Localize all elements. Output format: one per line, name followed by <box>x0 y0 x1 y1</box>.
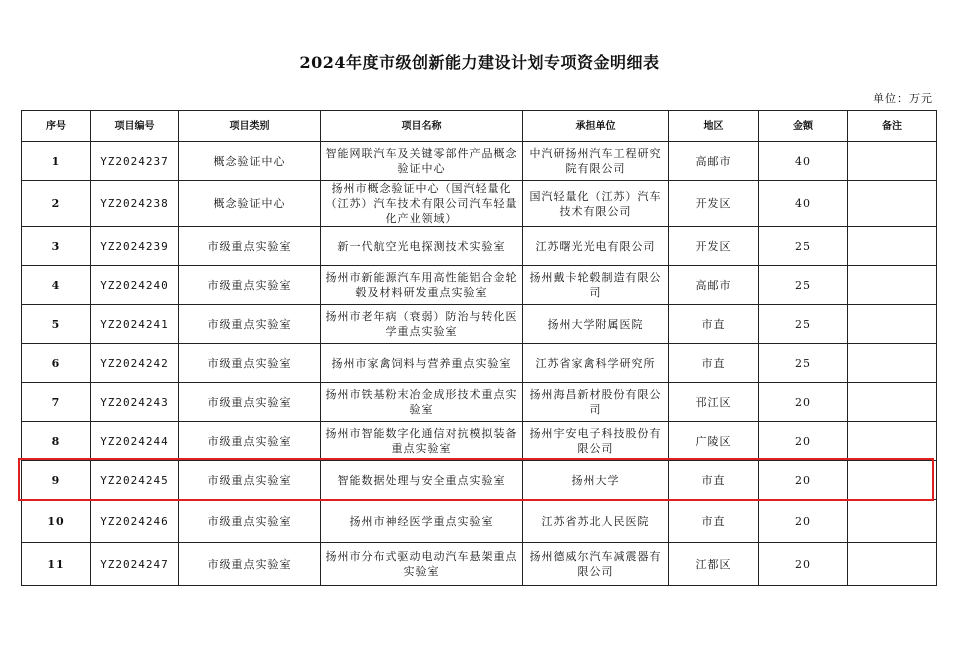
cell-code: YZ2024238 <box>91 181 179 227</box>
cell-region: 市直 <box>669 461 759 500</box>
cell-region: 市直 <box>669 305 759 344</box>
cell-seq: 8 <box>22 422 91 461</box>
cell-category: 市级重点实验室 <box>179 227 321 266</box>
cell-amount: 20 <box>759 461 848 500</box>
cell-note <box>848 543 937 586</box>
cell-note <box>848 227 937 266</box>
cell-category: 市级重点实验室 <box>179 543 321 586</box>
cell-code: YZ2024243 <box>91 383 179 422</box>
cell-amount: 40 <box>759 181 848 227</box>
unit-label: 单位：万元 <box>873 92 933 105</box>
cell-name: 扬州市老年病（衰弱）防治与转化医学重点实验室 <box>321 305 523 344</box>
cell-region: 江都区 <box>669 543 759 586</box>
cell-note <box>848 266 937 305</box>
cell-name: 扬州市智能数字化通信对抗模拟装备重点实验室 <box>321 422 523 461</box>
cell-seq: 7 <box>22 383 91 422</box>
cell-amount: 20 <box>759 422 848 461</box>
table-row <box>22 461 937 500</box>
cell-code: YZ2024246 <box>91 500 179 543</box>
cell-seq: 2 <box>22 181 91 227</box>
cell-amount: 20 <box>759 543 848 586</box>
header-note: 备注 <box>848 111 937 142</box>
cell-code: YZ2024247 <box>91 543 179 586</box>
cell-amount: 40 <box>759 142 848 181</box>
cell-note <box>848 500 937 543</box>
cell-name: 扬州市分布式驱动电动汽车悬架重点实验室 <box>321 543 523 586</box>
funding-table <box>21 110 937 586</box>
cell-seq: 9 <box>22 461 91 500</box>
cell-unit: 扬州海昌新材股份有限公司 <box>523 383 669 422</box>
cell-category: 概念验证中心 <box>179 142 321 181</box>
table-row <box>22 305 937 344</box>
cell-name: 新一代航空光电探测技术实验室 <box>321 227 523 266</box>
cell-unit: 扬州戴卡轮毂制造有限公司 <box>523 266 669 305</box>
cell-unit: 江苏曙光光电有限公司 <box>523 227 669 266</box>
cell-seq: 4 <box>22 266 91 305</box>
cell-region: 广陵区 <box>669 422 759 461</box>
cell-amount: 25 <box>759 227 848 266</box>
cell-amount: 25 <box>759 266 848 305</box>
table-row <box>22 344 937 383</box>
cell-unit: 扬州大学 <box>523 461 669 500</box>
cell-note <box>848 422 937 461</box>
cell-amount: 25 <box>759 344 848 383</box>
cell-note <box>848 461 937 500</box>
table-row <box>22 543 937 586</box>
cell-unit: 扬州德威尔汽车减震器有限公司 <box>523 543 669 586</box>
table-row <box>22 227 937 266</box>
cell-category: 市级重点实验室 <box>179 266 321 305</box>
cell-region: 开发区 <box>669 181 759 227</box>
cell-unit: 江苏省家禽科学研究所 <box>523 344 669 383</box>
cell-amount: 20 <box>759 383 848 422</box>
cell-seq: 3 <box>22 227 91 266</box>
table-row <box>22 422 937 461</box>
cell-seq: 6 <box>22 344 91 383</box>
cell-category: 市级重点实验室 <box>179 383 321 422</box>
header-code: 项目编号 <box>91 111 179 142</box>
table-row <box>22 500 937 543</box>
cell-code: YZ2024237 <box>91 142 179 181</box>
cell-code: YZ2024241 <box>91 305 179 344</box>
cell-name: 智能网联汽车及关键零部件产品概念验证中心 <box>321 142 523 181</box>
cell-unit: 扬州宇安电子科技股份有限公司 <box>523 422 669 461</box>
page-title: 2024年度市级创新能力建设计划专项资金明细表 <box>299 53 660 72</box>
cell-region: 邗江区 <box>669 383 759 422</box>
cell-note <box>848 383 937 422</box>
cell-region: 开发区 <box>669 227 759 266</box>
cell-category: 市级重点实验室 <box>179 500 321 543</box>
cell-amount: 20 <box>759 500 848 543</box>
cell-region: 市直 <box>669 500 759 543</box>
cell-category: 市级重点实验室 <box>179 461 321 500</box>
header-seq: 序号 <box>22 111 91 142</box>
cell-name: 扬州市新能源汽车用高性能铝合金轮毂及材料研发重点实验室 <box>321 266 523 305</box>
cell-unit: 国汽轻量化（江苏）汽车技术有限公司 <box>523 181 669 227</box>
cell-name: 扬州市概念验证中心（国汽轻量化（江苏）汽车技术有限公司汽车轻量化产业领域） <box>321 181 523 227</box>
cell-unit: 扬州大学附属医院 <box>523 305 669 344</box>
table-row <box>22 142 937 181</box>
cell-code: YZ2024245 <box>91 461 179 500</box>
cell-name: 扬州市神经医学重点实验室 <box>321 500 523 543</box>
cell-seq: 10 <box>22 500 91 543</box>
cell-note <box>848 142 937 181</box>
table-row <box>22 266 937 305</box>
cell-note <box>848 181 937 227</box>
cell-name: 扬州市铁基粉末冶金成形技术重点实验室 <box>321 383 523 422</box>
cell-code: YZ2024242 <box>91 344 179 383</box>
header-category: 项目类别 <box>179 111 321 142</box>
header-unit: 承担单位 <box>523 111 669 142</box>
cell-seq: 1 <box>22 142 91 181</box>
cell-region: 高邮市 <box>669 266 759 305</box>
cell-code: YZ2024239 <box>91 227 179 266</box>
cell-amount: 25 <box>759 305 848 344</box>
cell-region: 市直 <box>669 344 759 383</box>
cell-seq: 11 <box>22 543 91 586</box>
cell-name: 扬州市家禽饲料与营养重点实验室 <box>321 344 523 383</box>
cell-code: YZ2024240 <box>91 266 179 305</box>
cell-note <box>848 305 937 344</box>
cell-category: 市级重点实验室 <box>179 344 321 383</box>
cell-category: 市级重点实验室 <box>179 305 321 344</box>
cell-unit: 中汽研扬州汽车工程研究院有限公司 <box>523 142 669 181</box>
cell-unit: 江苏省苏北人民医院 <box>523 500 669 543</box>
cell-code: YZ2024244 <box>91 422 179 461</box>
cell-seq: 5 <box>22 305 91 344</box>
table-row <box>22 383 937 422</box>
header-name: 项目名称 <box>321 111 523 142</box>
cell-name: 智能数据处理与安全重点实验室 <box>321 461 523 500</box>
cell-category: 市级重点实验室 <box>179 422 321 461</box>
header-amount: 金额 <box>759 111 848 142</box>
cell-region: 高邮市 <box>669 142 759 181</box>
cell-note <box>848 344 937 383</box>
cell-category: 概念验证中心 <box>179 181 321 227</box>
table-row <box>22 181 937 227</box>
table-header-row <box>22 111 937 142</box>
header-region: 地区 <box>669 111 759 142</box>
